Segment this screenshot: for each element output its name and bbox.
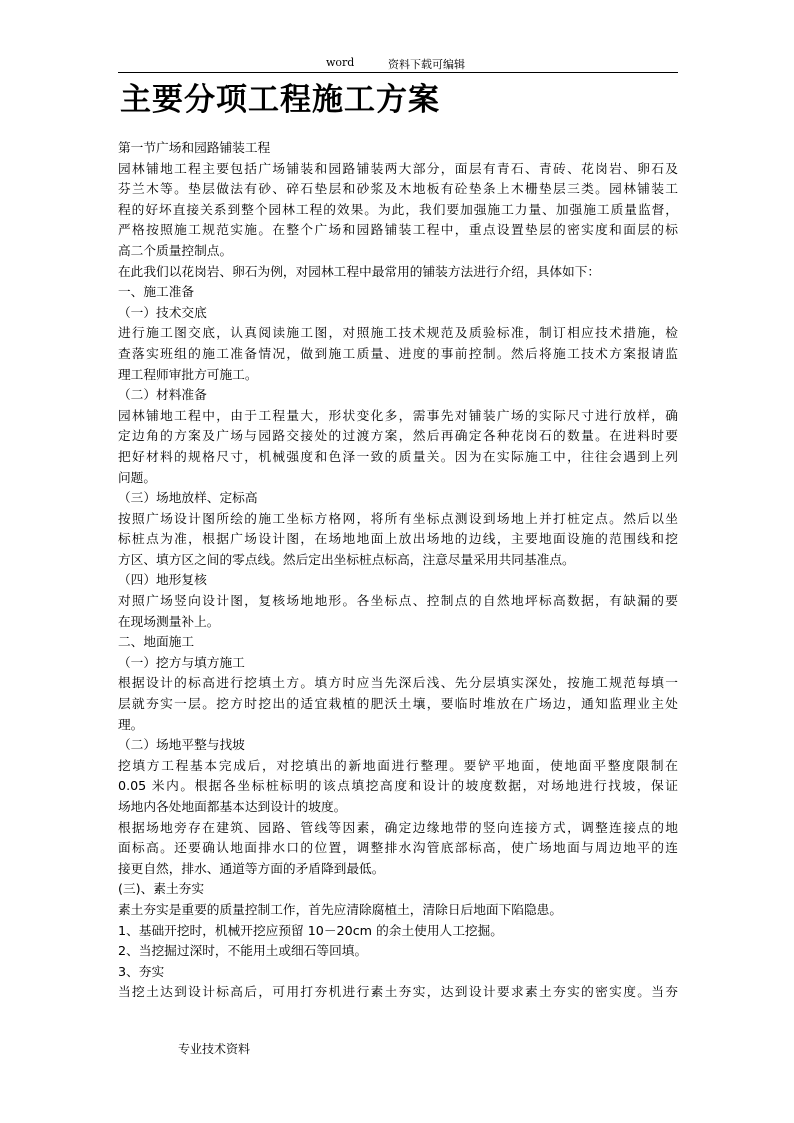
text-line: 园林铺地工程中，由于工程量大，形状变化多，需事先对铺装广场的实际尺寸进行放样，确 (118, 407, 678, 423)
text-line: 方区、填方区之间的零点线。然后定出坐标桩点标高，注意尽量采用共同基准点。 (118, 551, 575, 567)
text-line: （三）场地放样、定标高 (118, 490, 258, 506)
document-body (118, 138, 678, 1003)
text-line: （一）挖方与填方施工 (118, 654, 245, 670)
text-line: 进行施工图交底，认真阅读施工图，对照施工技术规范及质验标准，制订相应技术措施，检 (118, 325, 678, 341)
text-line: 在现场测量补上。 (118, 613, 220, 629)
text-line: 把好材料的规格尺寸，机械强度和色泽一致的质量关。因为在实际施工中，往往会遇到上列 (118, 448, 678, 464)
page-footer: 专业技术资料 (178, 1042, 251, 1056)
text-line: 根据设计的标高进行挖填土方。填方时应当先深后浅、先分层填实深处，按施工规范每填一 (118, 675, 678, 691)
text-line: 定边角的方案及广场与园路交接处的过渡方案，然后再确定各种花岗石的数量。在进料时要 (118, 428, 678, 444)
text-line: （一）技术交底 (118, 304, 207, 320)
text-line: 在此我们以花岗岩、卵石为例，对园林工程中最常用的铺装方法进行介绍，具体如下： (118, 263, 601, 279)
text-line: 3、夯实 (118, 963, 165, 979)
text-line: 一、施工准备 (118, 284, 195, 300)
header-download-label: 资料下载可编辑 (388, 58, 465, 71)
text-line: 标桩点为准，根据广场设计图，在场地地面上放出场地的边线，主要地面设施的范围线和挖 (118, 531, 678, 547)
text-line: 严格按照施工规范实施。在整个广场和园路铺装工程中，重点设置垫层的密实度和面层的标 (118, 222, 678, 238)
text-line: 素土夯实是重要的质量控制工作，首先应清除腐植土，清除日后地面下陷隐患。 (118, 901, 563, 917)
text-line: 场地内各处地面都基本达到设计的坡度。 (118, 799, 347, 814)
text-line: 高二个质量控制点。 (118, 242, 233, 258)
text-line: 第一节广场和园路铺装工程 (118, 140, 271, 155)
text-line: 接更自然，排水、通道等方面的矛盾降到最低。 (118, 860, 385, 876)
text-line: 园林铺地工程主要包括广场铺装和园路铺装两大部分，面层有青石、青砖、花岗岩、卵石及 (118, 160, 678, 176)
text-line: 二、地面施工 (118, 634, 195, 650)
header-word-label: word (326, 56, 355, 69)
text-line: 对照广场竖向设计图，复核场地地形。各坐标点、控制点的自然地坪标高数据，有缺漏的要 (118, 593, 678, 609)
text-line: 程的好坏直接关系到整个园林工程的效果。为此，我们要加强施工力量、加强施工质量监督， (118, 201, 678, 217)
text-line: 查落实班组的施工准备情况，做到施工质量、进度的事前控制。然后将施工技术方案报请监 (118, 345, 678, 361)
text-line: (三)、素土夯实 (118, 881, 205, 897)
text-line: 2、当挖掘过深时，不能用土或细石等回填。 (118, 943, 368, 959)
text-line: 挖填方工程基本完成后，对挖填出的新地面进行整理。要铲平地面，使地面平整度限制在 (118, 757, 678, 773)
page-header (118, 56, 678, 73)
text-line: 当挖土达到设计标高后，可用打夯机进行素土夯实，达到设计要求素土夯实的密实度。当夯 (118, 984, 678, 1000)
text-line: 层就夯实一层。挖方时挖出的适宜栽植的肥沃土壤，要临时堆放在广场边，通知监理业主处 (118, 696, 678, 712)
text-line: 问题。 (118, 469, 157, 485)
document-title: 主要分项工程施工方案 (120, 82, 440, 118)
text-line: （二）材料准备 (118, 387, 207, 403)
text-line: 1、基础开挖时，机械开挖应预留 10－20cm 的余土使用人工挖掘。 (118, 922, 503, 938)
text-line: （二）场地平整与找坡 (118, 737, 245, 753)
text-line: 面标高。还要确认地面排水口的位置，调整排水沟管底部标高，使广场地面与周边地平的连 (118, 840, 678, 856)
text-line: 按照广场设计图所绘的施工坐标方格网，将所有坐标点测设到场地上并打桩定点。然后以坐 (118, 510, 678, 526)
text-line: 根据场地旁存在建筑、园路、管线等因素，确定边缘地带的竖向连接方式，调整连接点的地 (118, 819, 678, 835)
text-line: （四）地形复核 (118, 572, 207, 588)
text-line: 芬兰木等。垫层做法有砂、碎石垫层和砂浆及木地板有砼垫条上木栅垫层三类。园林铺装工 (118, 181, 678, 197)
text-line: 0.05 米内。根据各坐标桩标明的该点填挖高度和设计的坡度数据，对场地进行找坡，保证 (118, 778, 678, 794)
text-line: 理。 (118, 716, 144, 732)
text-line: 理工程师审批方可施工。 (118, 366, 258, 382)
